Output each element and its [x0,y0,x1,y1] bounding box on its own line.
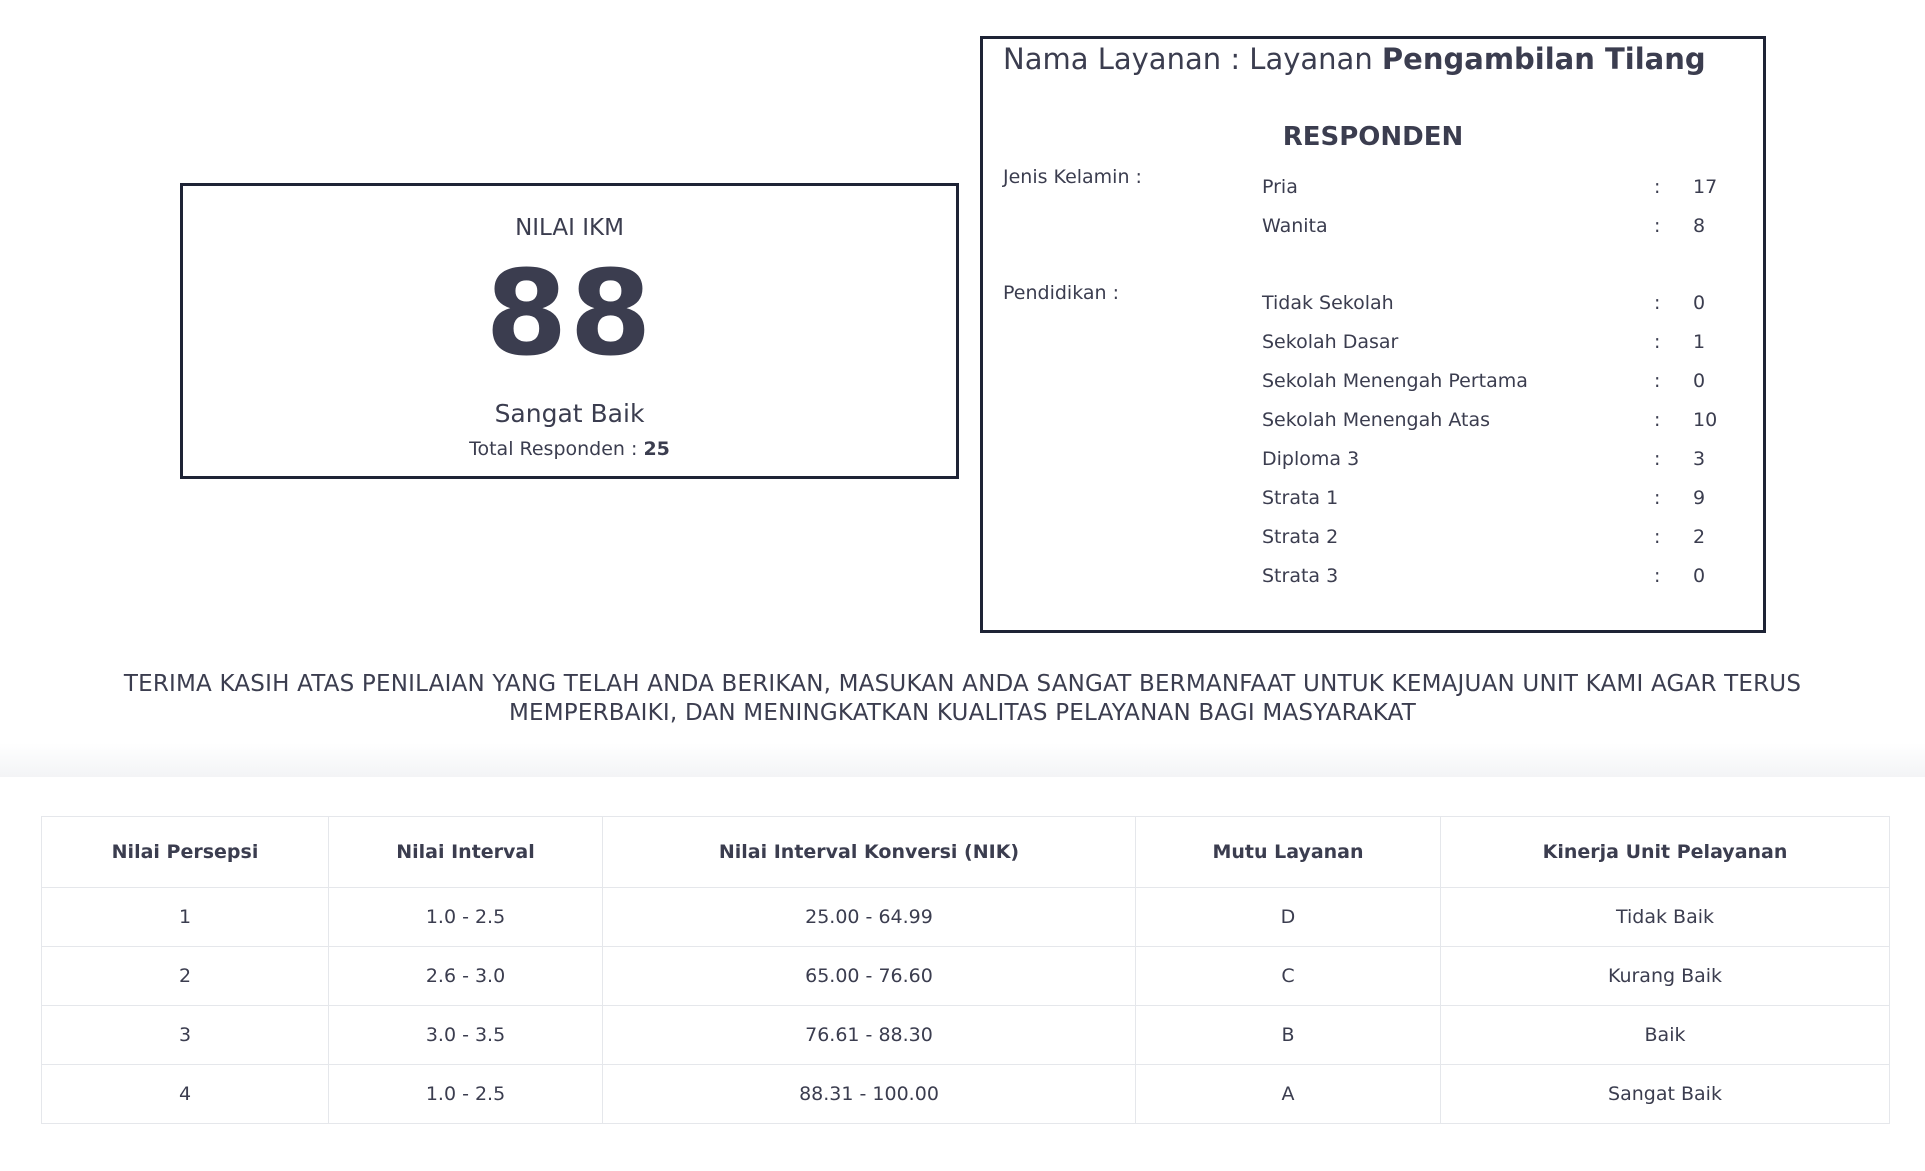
header-mutu-layanan: Mutu Layanan [1136,817,1441,888]
table-cell: A [1136,1065,1441,1124]
scoring-table [41,816,1890,1124]
education-row [1262,526,1742,556]
service-name [1003,42,1706,76]
total-respondents-label: Total Responden : [469,438,644,460]
thank-you-line-2: MEMPERBAIKI, DAN MENINGKATKAN KUALITAS PELAYANAN BAGI MASYARAKAT [508,700,1417,726]
gender-row-label: Wanita [1262,215,1328,237]
gender-label: Jenis Kelamin : [1003,166,1142,188]
section-divider [0,743,1925,777]
gender-row-label: Pria [1262,176,1298,198]
service-name-value: Pengambilan Tilang [1381,42,1706,76]
education-row-value: 9 [1693,487,1706,509]
ikm-category: Sangat Baik [494,399,645,428]
ikm-card [180,183,959,479]
ikm-value: 88 [485,244,654,382]
table-cell: C [1136,947,1441,1006]
gender-row-value: 17 [1693,176,1718,198]
education-row-sep: : [1654,526,1661,548]
table-cell: 88.31 - 100.00 [603,1065,1136,1124]
table-cell: 3.0 - 3.5 [329,1006,603,1065]
total-respondents-value: 25 [643,438,670,460]
education-row [1262,370,1742,400]
gender-row-sep: : [1654,215,1661,237]
education-row-value: 1 [1693,331,1706,353]
table-row [42,1065,1890,1124]
education-row-sep: : [1654,331,1661,353]
table-cell: B [1136,1006,1441,1065]
gender-row-sep: : [1654,176,1661,198]
thank-you-message [100,670,1825,728]
table-row [42,888,1890,947]
gender-row-value: 8 [1693,215,1706,237]
table-cell: Sangat Baik [1441,1065,1890,1124]
table-row [42,947,1890,1006]
education-row-value: 3 [1693,448,1706,470]
education-row [1262,292,1742,322]
education-row-label: Sekolah Dasar [1262,331,1399,353]
table-cell: 1.0 - 2.5 [329,1065,603,1124]
table-cell: Baik [1441,1006,1890,1065]
education-row-label: Sekolah Menengah Pertama [1262,370,1528,392]
respondent-heading: RESPONDEN [1282,122,1464,152]
education-row-sep: : [1654,370,1661,392]
thank-you-line-1: TERIMA KASIH ATAS PENILAIAN YANG TELAH ANDA BERIKAN, MASUKAN ANDA SANGAT BERMANFAAT UNTUK KEMAJUAN UNIT KAMI AGAR TERUS [123,671,1802,697]
education-row-sep: : [1654,565,1661,587]
header-nik: Nilai Interval Konversi (NIK) [603,817,1136,888]
table-cell: 65.00 - 76.60 [603,947,1136,1006]
gender-row [1262,176,1742,206]
education-row-value: 2 [1693,526,1706,548]
education-row-label: Strata 2 [1262,526,1339,548]
table-cell: 3 [42,1006,329,1065]
education-row-label: Tidak Sekolah [1262,292,1394,314]
table-cell: Tidak Baik [1441,888,1890,947]
education-row-label: Strata 1 [1262,487,1339,509]
ikm-title: NILAI IKM [515,215,624,241]
header-nilai-interval: Nilai Interval [329,817,603,888]
table-cell: Kurang Baik [1441,947,1890,1006]
education-row [1262,565,1742,595]
education-row-sep: : [1654,292,1661,314]
education-row [1262,409,1742,439]
education-row-sep: : [1654,487,1661,509]
table-cell: 2.6 - 3.0 [329,947,603,1006]
education-row-label: Sekolah Menengah Atas [1262,409,1490,431]
education-row-value: 10 [1693,409,1718,431]
education-row-sep: : [1654,448,1661,470]
table-cell: D [1136,888,1441,947]
education-label: Pendidikan : [1003,282,1119,304]
table-cell: 25.00 - 64.99 [603,888,1136,947]
header-nilai-persepsi: Nilai Persepsi [42,817,329,888]
table-cell: 76.61 - 88.30 [603,1006,1136,1065]
table-row [42,1006,1890,1065]
header-kinerja: Kinerja Unit Pelayanan [1441,817,1890,888]
gender-row [1262,215,1742,245]
service-name-label: Nama Layanan : Layanan [1003,42,1382,76]
education-row [1262,448,1742,478]
education-row-value: 0 [1693,370,1706,392]
education-row-value: 0 [1693,565,1706,587]
table-cell: 4 [42,1065,329,1124]
education-row-value: 0 [1693,292,1706,314]
education-row-sep: : [1654,409,1661,431]
education-row-label: Diploma 3 [1262,448,1360,470]
table-cell: 1.0 - 2.5 [329,888,603,947]
education-row-label: Strata 3 [1262,565,1339,587]
total-respondents [183,438,956,460]
education-row [1262,487,1742,517]
table-cell: 2 [42,947,329,1006]
table-cell: 1 [42,888,329,947]
scoring-table-grid [41,816,1890,1124]
respondent-card [980,36,1766,633]
education-row [1262,331,1742,361]
table-header-row [42,817,1890,888]
